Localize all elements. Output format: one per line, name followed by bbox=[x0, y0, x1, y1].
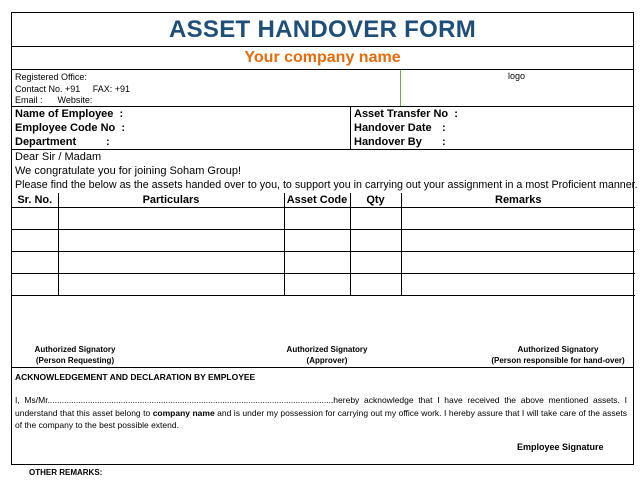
registered-office: Registered Office: bbox=[15, 72, 87, 82]
signatory-approver-title: Authorized Signatory bbox=[286, 345, 368, 354]
ack-heading: ACKNOWLEDGEMENT AND DECLARATION BY EMPLOYEE bbox=[15, 372, 256, 382]
form-title: ASSET HANDOVER FORM bbox=[12, 13, 633, 47]
cell-sr-no[interactable] bbox=[12, 229, 58, 251]
header-qty: Qty bbox=[350, 193, 401, 207]
header-asset-code: Asset Code bbox=[284, 193, 350, 207]
cell-asset-code[interactable] bbox=[284, 251, 350, 273]
contact-info: Contact No. +91 FAX: +91 bbox=[15, 83, 131, 94]
cell-qty[interactable] bbox=[350, 251, 401, 273]
logo-placeholder: logo bbox=[508, 71, 526, 81]
header-particulars: Particulars bbox=[58, 193, 284, 207]
employee-details bbox=[12, 107, 633, 150]
signatory-requesting-title: Authorized Signatory bbox=[34, 345, 116, 354]
ack-company-name: company name bbox=[152, 407, 215, 418]
table-header-row bbox=[12, 193, 635, 207]
department-colon: : bbox=[106, 136, 110, 148]
cell-remarks[interactable] bbox=[401, 251, 635, 273]
cell-asset-code[interactable] bbox=[284, 207, 350, 229]
signatory-approver bbox=[274, 344, 380, 366]
cell-qty[interactable] bbox=[350, 273, 401, 295]
header-remarks: Remarks bbox=[401, 193, 635, 207]
cell-qty[interactable] bbox=[350, 207, 401, 229]
cell-remarks[interactable] bbox=[401, 207, 635, 229]
letter-line-2: Please find the below as the assets handed over to you, to support you in carrying out your assignment in a most Proficient manner. bbox=[15, 179, 638, 191]
signatory-approver-sub: (Approver) bbox=[306, 356, 348, 365]
table-row bbox=[12, 251, 635, 273]
handover-by-label: Handover By bbox=[354, 136, 422, 148]
signatories-section bbox=[12, 302, 633, 368]
employee-signature-label: Employee Signature bbox=[517, 442, 604, 452]
asset-handover-form bbox=[11, 12, 638, 465]
employee-name-label: Name of Employee : bbox=[15, 108, 124, 120]
office-section bbox=[12, 70, 633, 107]
handover-date-label: Handover Date bbox=[354, 122, 432, 134]
department-label: Department bbox=[15, 136, 77, 148]
signatory-requesting bbox=[20, 344, 130, 366]
cell-sr-no[interactable] bbox=[12, 273, 58, 295]
acknowledgement-section bbox=[12, 368, 633, 466]
other-remarks-label: OTHER REMARKS: bbox=[29, 468, 103, 477]
cell-particulars[interactable] bbox=[58, 273, 284, 295]
cell-particulars[interactable] bbox=[58, 229, 284, 251]
asset-table bbox=[12, 193, 635, 296]
cell-qty[interactable] bbox=[350, 229, 401, 251]
handover-date-colon: : bbox=[442, 122, 446, 134]
signatory-requesting-sub: (Person Requesting) bbox=[35, 356, 115, 365]
letter-line-1: We congratulate you for joining Soham Group! bbox=[15, 165, 242, 177]
header-sr-no: Sr. No. bbox=[12, 193, 58, 207]
ack-text-start: I, Ms/Mr.........................................................................................................................hereby acknowledge that I have received the above mentioned assets. I understand that this asset belong to bbox=[15, 395, 627, 418]
cell-particulars[interactable] bbox=[58, 207, 284, 229]
employee-code-label: Employee Code No : bbox=[15, 122, 126, 134]
office-divider bbox=[400, 70, 401, 106]
ack-text bbox=[15, 394, 627, 432]
ack-text-end: and is under my possession for carrying out my office work. I hereby assure that I will take care of the assets of the company to the best possible extend. bbox=[15, 407, 627, 430]
employee-divider bbox=[350, 107, 351, 149]
cell-asset-code[interactable] bbox=[284, 273, 350, 295]
company-name: Your company name bbox=[12, 47, 633, 70]
salutation: Dear Sir / Madam bbox=[15, 151, 102, 163]
signatory-handover-title: Authorized Signatory bbox=[517, 345, 599, 354]
email-website: Email : Website: bbox=[15, 95, 93, 105]
cell-sr-no[interactable] bbox=[12, 207, 58, 229]
letter-section bbox=[12, 150, 638, 193]
signatory-handover-sub: (Person responsible for hand-over) bbox=[491, 356, 625, 365]
table-row bbox=[12, 207, 635, 229]
cell-particulars[interactable] bbox=[58, 251, 284, 273]
cell-asset-code[interactable] bbox=[284, 229, 350, 251]
cell-sr-no[interactable] bbox=[12, 251, 58, 273]
table-row bbox=[12, 229, 635, 251]
handover-by-colon: : bbox=[442, 136, 446, 148]
table-row bbox=[12, 273, 635, 295]
cell-remarks[interactable] bbox=[401, 229, 635, 251]
signatory-handover bbox=[482, 344, 634, 366]
asset-transfer-label: Asset Transfer No : bbox=[354, 108, 458, 120]
cell-remarks[interactable] bbox=[401, 273, 635, 295]
